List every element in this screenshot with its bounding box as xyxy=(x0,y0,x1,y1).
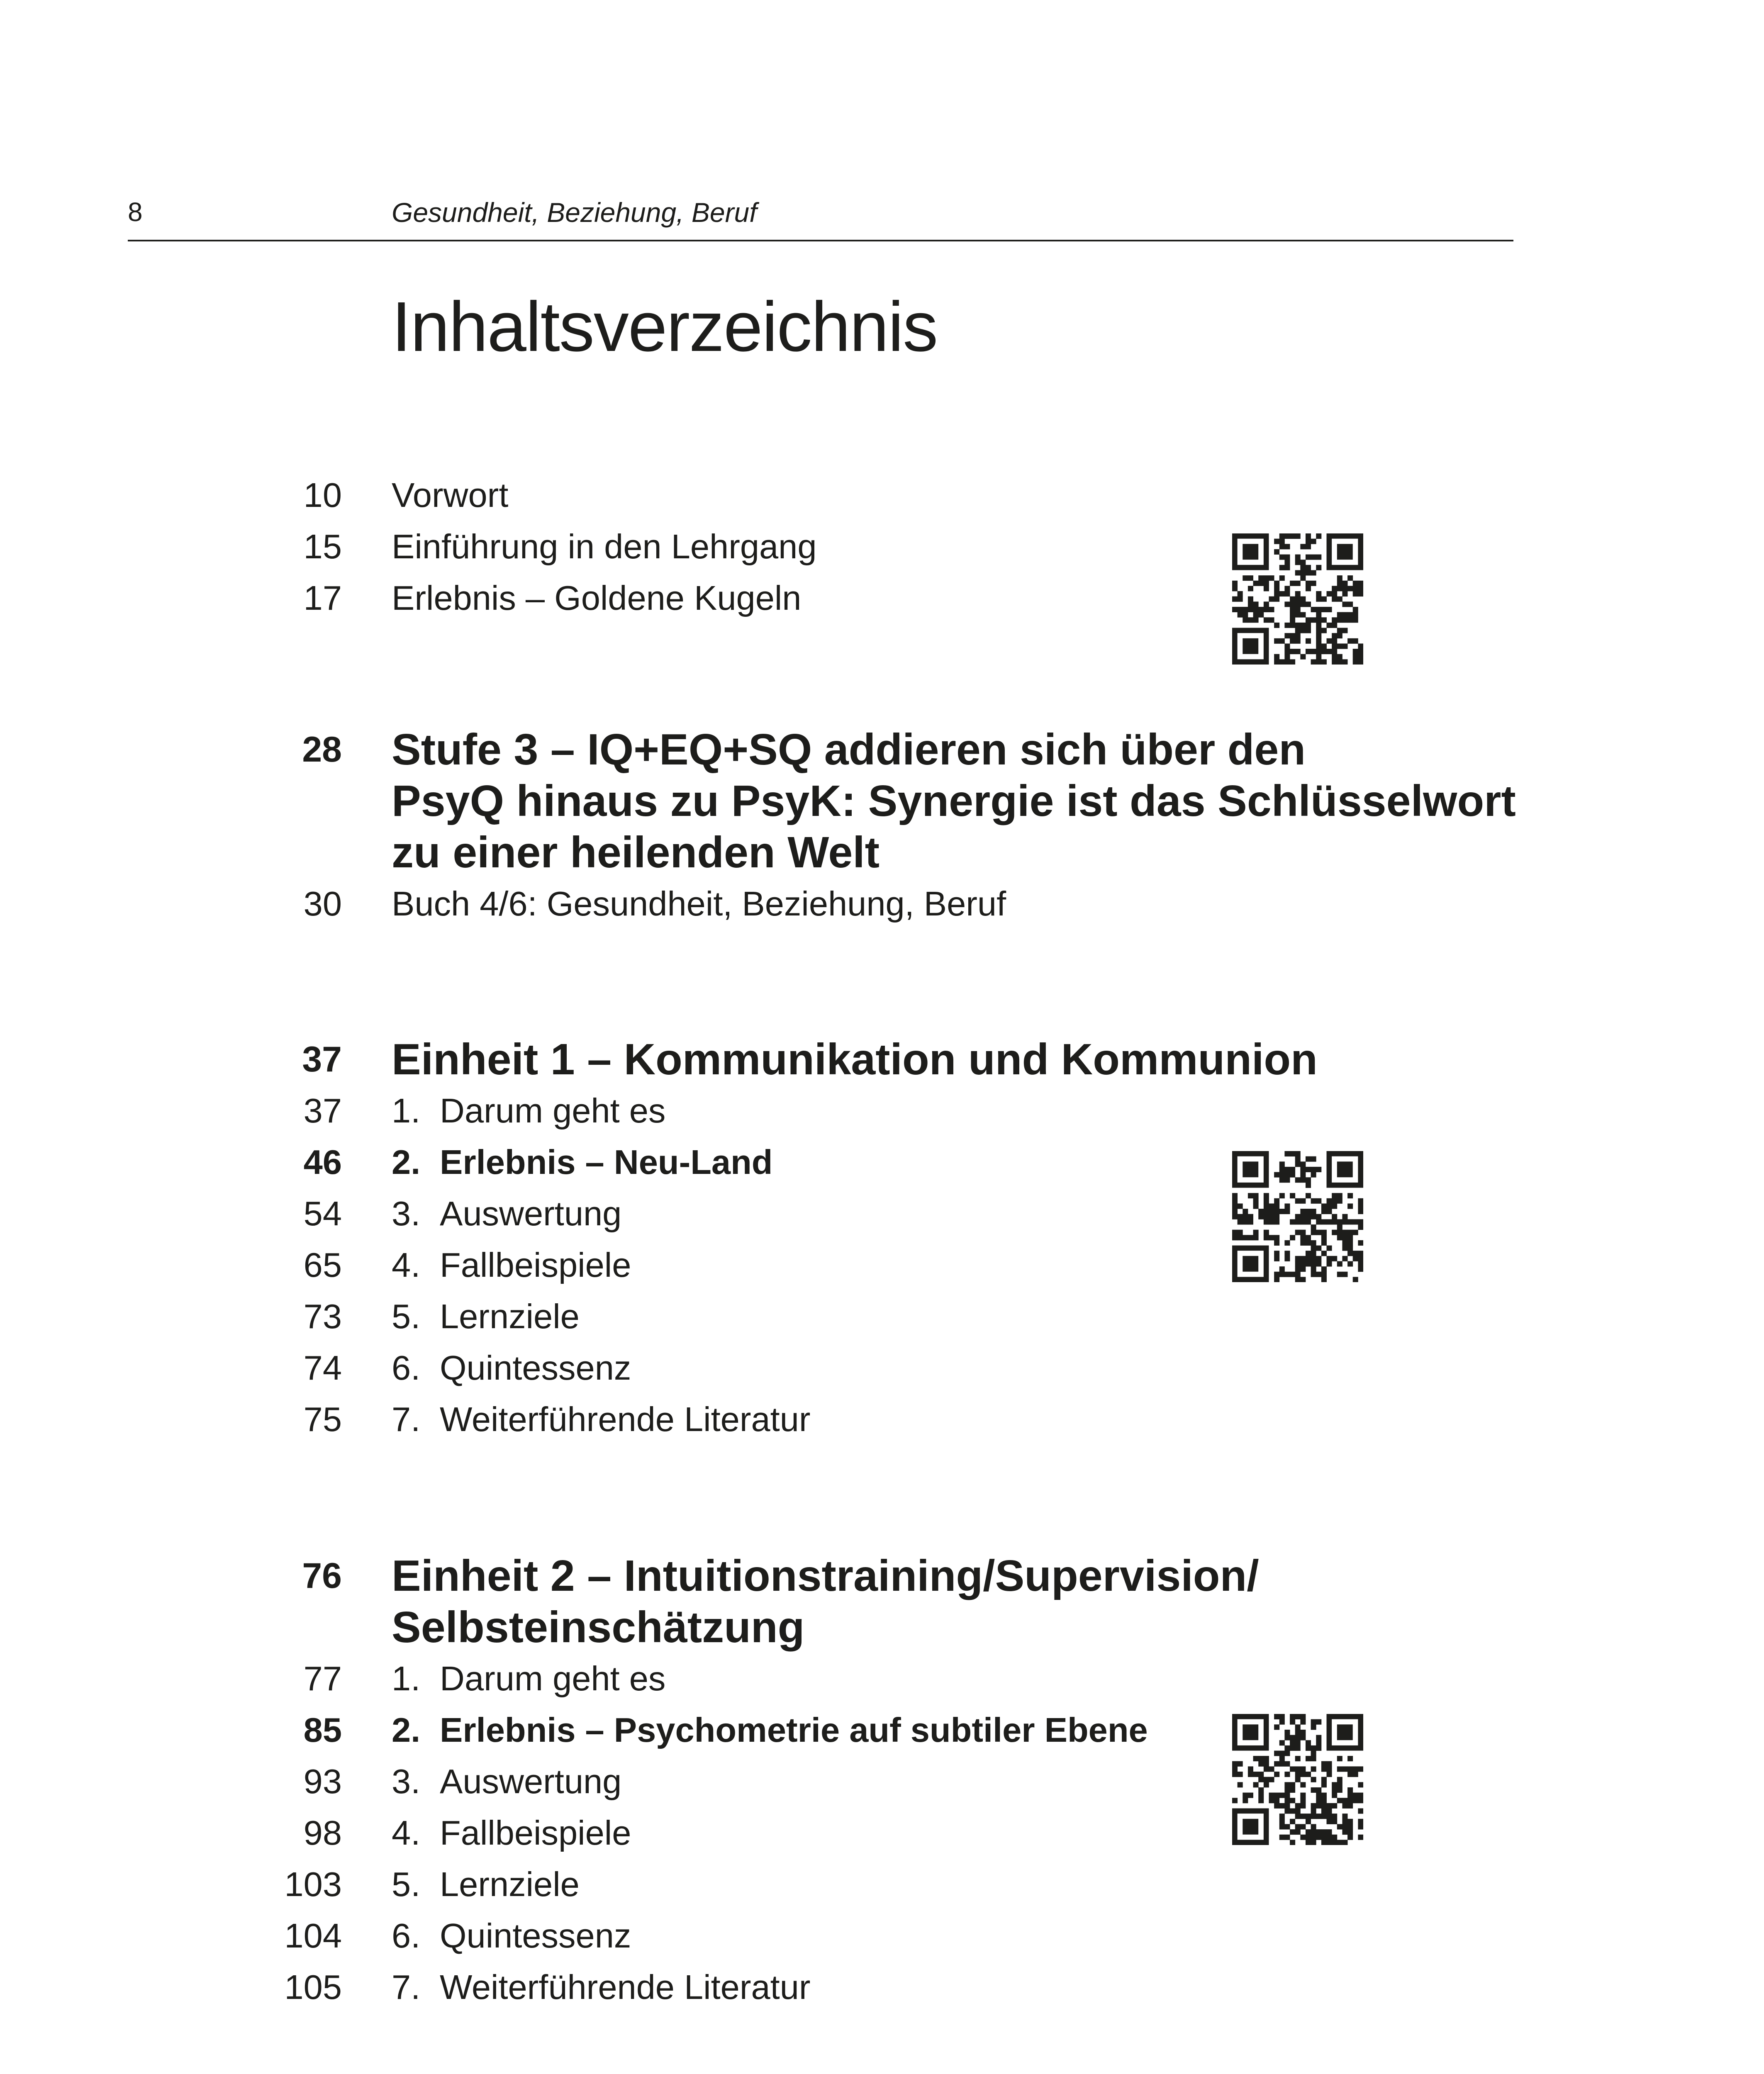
toc-entry[interactable] xyxy=(0,878,1764,930)
toc-title: Inhaltsverzeichnis xyxy=(392,287,938,366)
toc-entry-text xyxy=(392,1291,580,1342)
toc-entry-text: Buch 4/6: Gesundheit, Beziehung, Beruf xyxy=(392,884,1006,923)
toc-entry[interactable] xyxy=(0,1962,1764,2013)
toc-entry[interactable] xyxy=(0,1807,1764,1859)
toc-page-number: 10 xyxy=(303,476,342,514)
qr-code-icon[interactable] xyxy=(1232,1714,1363,1845)
item-title: Weiterführende Literatur xyxy=(440,1400,811,1439)
toc-page-number: 15 xyxy=(303,527,342,566)
toc-entry-text xyxy=(392,1962,811,2013)
toc-entry[interactable] xyxy=(0,521,1764,572)
running-header xyxy=(128,195,1513,241)
page-number: 8 xyxy=(128,197,143,227)
toc-entry-text: Vorwort xyxy=(392,476,509,514)
section-title-line: Selbsteinschätzung xyxy=(392,1603,805,1652)
toc-entry[interactable] xyxy=(0,1137,1764,1188)
toc-entry-text xyxy=(392,1188,621,1239)
toc-page-number: 65 xyxy=(303,1246,342,1284)
toc-entry-text xyxy=(392,1807,631,1859)
section-title-line: Stufe 3 – IQ+EQ+SQ addieren sich über den xyxy=(392,725,1306,774)
toc-entry[interactable] xyxy=(0,1859,1764,1910)
toc-entry-text xyxy=(392,1394,811,1445)
item-number: 1. xyxy=(392,1091,421,1130)
item-title: Fallbeispiele xyxy=(440,1814,631,1852)
item-title: Lernziele xyxy=(440,1297,580,1336)
item-title: Quintessenz xyxy=(440,1916,631,1955)
section-title-line: PsyQ hinaus zu PsyK: Synergie ist das Schlüsselwort xyxy=(392,777,1516,825)
item-number: 4. xyxy=(392,1814,421,1852)
toc-entry[interactable] xyxy=(0,470,1764,521)
toc-entry[interactable] xyxy=(0,1910,1764,1962)
toc-page-number: 77 xyxy=(303,1659,342,1698)
toc-entry[interactable] xyxy=(0,1085,1764,1137)
toc-page-number: 30 xyxy=(303,884,342,923)
toc-section-heading[interactable] xyxy=(0,1034,1764,1085)
toc-entry-text xyxy=(392,1756,621,1807)
item-number: 2. xyxy=(392,1711,421,1749)
toc-page-number: 105 xyxy=(284,1968,342,2006)
qr-code-icon[interactable] xyxy=(1232,1151,1363,1282)
toc-entry-text xyxy=(392,1704,1148,1756)
item-number: 6. xyxy=(392,1916,421,1955)
section-title-line: Einheit 2 – Intuitionstraining/Supervision/ xyxy=(392,1551,1259,1600)
item-title: Lernziele xyxy=(440,1865,580,1904)
item-title: Auswertung xyxy=(440,1762,622,1801)
toc-page-number: 73 xyxy=(303,1297,342,1336)
item-number: 4. xyxy=(392,1246,421,1284)
toc-section-heading-continued xyxy=(0,827,1764,878)
item-title: Darum geht es xyxy=(440,1659,666,1698)
toc-entry[interactable] xyxy=(0,1188,1764,1239)
toc-page-number: 46 xyxy=(303,1143,342,1181)
section-title: Einheit 1 – Kommunikation und Kommunion xyxy=(392,1035,1318,1084)
qr-code-icon[interactable] xyxy=(1232,533,1363,665)
toc-page-number: 76 xyxy=(302,1556,342,1596)
toc-einheit1-section xyxy=(0,1034,1764,1445)
toc-einheit2-section xyxy=(0,1550,1764,2013)
item-title: Fallbeispiele xyxy=(440,1246,631,1284)
toc-entry[interactable] xyxy=(0,1291,1764,1342)
item-title: Erlebnis – Neu-Land xyxy=(440,1143,773,1181)
toc-page-number: 104 xyxy=(284,1916,342,1955)
toc-page-number: 37 xyxy=(302,1039,342,1079)
toc-section-heading-continued xyxy=(0,775,1764,827)
section-title-line: zu einer heilenden Welt xyxy=(392,828,880,877)
item-number: 5. xyxy=(392,1297,421,1336)
item-number: 1. xyxy=(392,1659,421,1698)
toc-section-heading[interactable] xyxy=(0,1550,1764,1602)
toc-entry-text xyxy=(392,1859,580,1910)
toc-stufe-section xyxy=(0,724,1764,930)
toc-page-number: 103 xyxy=(284,1865,342,1904)
toc-section-heading-continued xyxy=(0,1602,1764,1653)
item-number: 3. xyxy=(392,1194,421,1233)
item-number: 2. xyxy=(392,1143,421,1181)
item-number: 7. xyxy=(392,1968,421,2006)
toc-page-number: 74 xyxy=(303,1349,342,1387)
toc-entry-text: Erlebnis – Goldene Kugeln xyxy=(392,579,802,617)
toc-section-heading[interactable] xyxy=(0,724,1764,775)
item-number: 5. xyxy=(392,1865,421,1904)
toc-entry[interactable] xyxy=(0,1394,1764,1445)
toc-page-number: 75 xyxy=(303,1400,342,1439)
toc-entry[interactable] xyxy=(0,1704,1764,1756)
item-title: Weiterführende Literatur xyxy=(440,1968,811,2006)
item-title: Darum geht es xyxy=(440,1091,666,1130)
toc-entry-text xyxy=(392,1085,665,1137)
toc-entry[interactable] xyxy=(0,1239,1764,1291)
item-number: 3. xyxy=(392,1762,421,1801)
toc-entry[interactable] xyxy=(0,1756,1764,1807)
toc-intro-section xyxy=(0,470,1764,624)
toc-entry-text xyxy=(392,1653,665,1704)
toc-page-number: 37 xyxy=(303,1091,342,1130)
item-title: Auswertung xyxy=(440,1194,622,1233)
toc-entry-text xyxy=(392,1910,631,1962)
toc-entry-text xyxy=(392,1342,631,1394)
toc-page-number: 93 xyxy=(303,1762,342,1801)
item-title: Erlebnis – Psychometrie auf subtiler Ebene xyxy=(440,1711,1148,1749)
item-number: 7. xyxy=(392,1400,421,1439)
toc-entry-text: Einführung in den Lehrgang xyxy=(392,527,817,566)
toc-entry[interactable] xyxy=(0,1653,1764,1704)
toc-entry-text xyxy=(392,1239,631,1291)
toc-page-number: 28 xyxy=(302,730,342,769)
toc-page-number: 54 xyxy=(303,1194,342,1233)
item-number: 6. xyxy=(392,1349,421,1387)
running-title: Gesundheit, Beziehung, Beruf xyxy=(392,197,757,228)
toc-page-number: 98 xyxy=(303,1814,342,1852)
toc-entry-text xyxy=(392,1137,772,1188)
toc-page-number: 85 xyxy=(303,1711,342,1749)
toc-page-number: 17 xyxy=(303,579,342,617)
toc-entry[interactable] xyxy=(0,1342,1764,1394)
item-title: Quintessenz xyxy=(440,1349,631,1387)
toc-entry[interactable] xyxy=(0,572,1764,624)
